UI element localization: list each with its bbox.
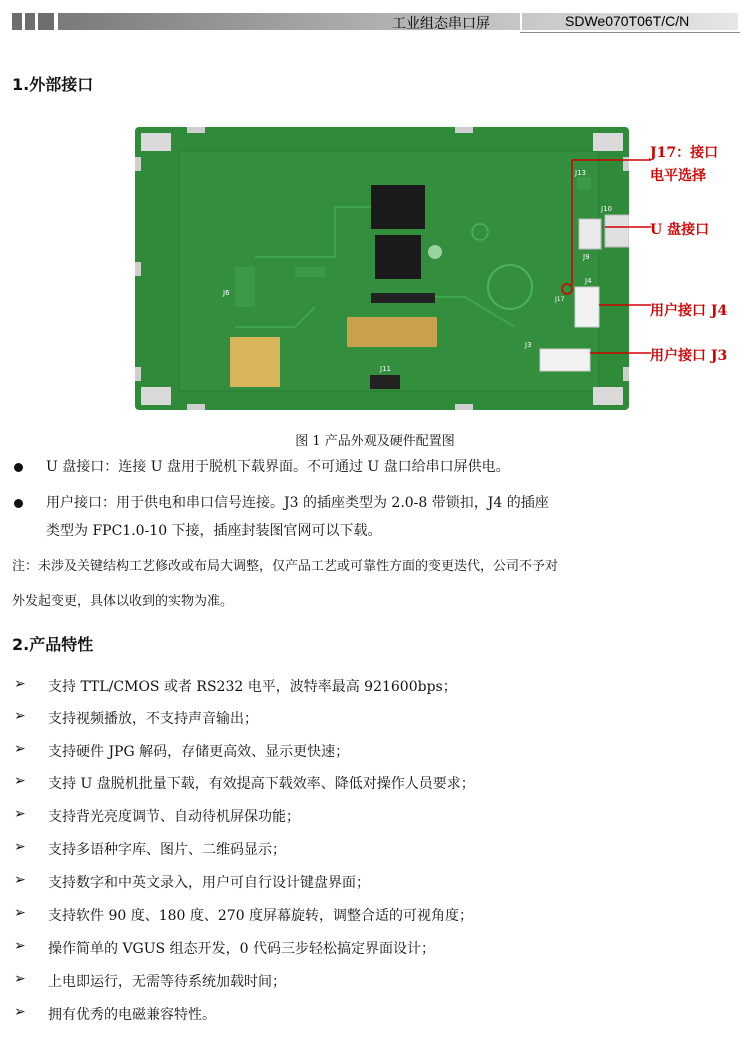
board-label-j3: J3 [525,341,532,349]
arrow-bullet-icon: ➢ [14,676,26,692]
arrow-bullet-icon: ➢ [14,741,26,757]
arrow-bullet-icon: ➢ [14,938,26,954]
arrow-bullet-icon: ➢ [14,905,26,921]
header-block [12,13,22,30]
arrow-bullet-icon: ➢ [14,773,26,789]
bullet-text: U 盘接口：连接 U 盘用于脱机下载界面。不可通过 U 盘口给串口屏供电。 [46,459,510,475]
header-separator [520,10,522,34]
arrow-bullet-icon: ➢ [14,708,26,724]
arrow-bullet-icon: ➢ [14,1004,26,1020]
board-label-j13: J13 [575,169,586,177]
header-block [38,13,54,30]
feature-text: 支持背光亮度调节、自动待机屏保功能； [48,809,300,825]
callout-j17: J17：接口 [650,145,719,161]
board-label-j4: J4 [585,277,592,285]
arrow-bullet-icon: ➢ [14,839,26,855]
feature-text: 支持硬件 JPG 解码，存储更高效、显示更快速； [48,744,350,760]
board-label-j10: J10 [601,205,612,213]
section-title-interfaces: 1.外部接口 [12,75,94,94]
page-header [0,0,750,40]
bullet-text: 用户接口：用于供电和串口信号连接。J3 的插座类型为 2.0-8 带锁扣，J4 的插座 [46,495,549,511]
feature-text: 支持软件 90 度、180 度、270 度屏幕旋转，调整合适的可视角度； [48,908,474,924]
header-title: 工业组态串口屏 [392,16,490,32]
note-line: 外发起变更，具体以收到的实物为准。 [12,594,234,609]
callout-j17-level: 电平选择 [650,168,706,184]
bullet-item [14,454,744,481]
feature-text: 上电即运行，无需等待系统加载时间； [48,974,286,990]
board-label-j11: J11 [380,365,391,373]
feature-text: 支持数字和中英文录入，用户可自行设计键盘界面； [48,875,370,891]
feature-text: 支持 TTL/CMOS 或者 RS232 电平，波特率最高 921600bps； [48,679,457,695]
bullet-item [14,490,744,517]
header-underline [520,32,740,33]
product-photo [135,127,629,410]
board-label-j9: J9 [583,253,590,261]
section-title-features: 2.产品特性 [12,635,94,654]
arrow-bullet-icon: ➢ [14,872,26,888]
board-label-j6: J6 [223,289,230,297]
callout-usb: U 盘接口 [650,222,710,238]
callout-lines [629,127,651,410]
bullet-text: 类型为 FPC1.0-10 下接，插座封装图官网可以下载。 [46,523,382,539]
note-line: 注：未涉及关键结构工艺修改或布局大调整，仅产品工艺或可靠性方面的变更迭代，公司不予对 [12,559,559,574]
figure-caption: 图 1 产品外观及硬件配置图 [295,434,455,449]
arrow-bullet-icon: ➢ [14,971,26,987]
bullet-dot-icon [14,463,23,472]
bullet-continuation [14,518,744,545]
header-block [25,13,35,30]
feature-text: 操作简单的 VGUS 组态开发，0 代码三步轻松搞定界面设计； [48,941,435,957]
feature-text: 支持多语种字库、图片、二维码显示； [48,842,286,858]
callout-j3: 用户接口 J3 [650,348,728,364]
feature-text: 支持视频播放，不支持声音输出； [48,711,258,727]
arrow-bullet-icon: ➢ [14,806,26,822]
header-model: SDWe070T06T/C/N [565,13,690,29]
feature-text: 支持 U 盘脱机批量下载，有效提高下载效率、降低对操作人员要求； [48,776,475,792]
callout-j4: 用户接口 J4 [650,303,728,319]
board-label-j17: J17 [555,296,565,303]
feature-text: 拥有优秀的电磁兼容特性。 [48,1007,216,1023]
bullet-dot-icon [14,499,23,508]
